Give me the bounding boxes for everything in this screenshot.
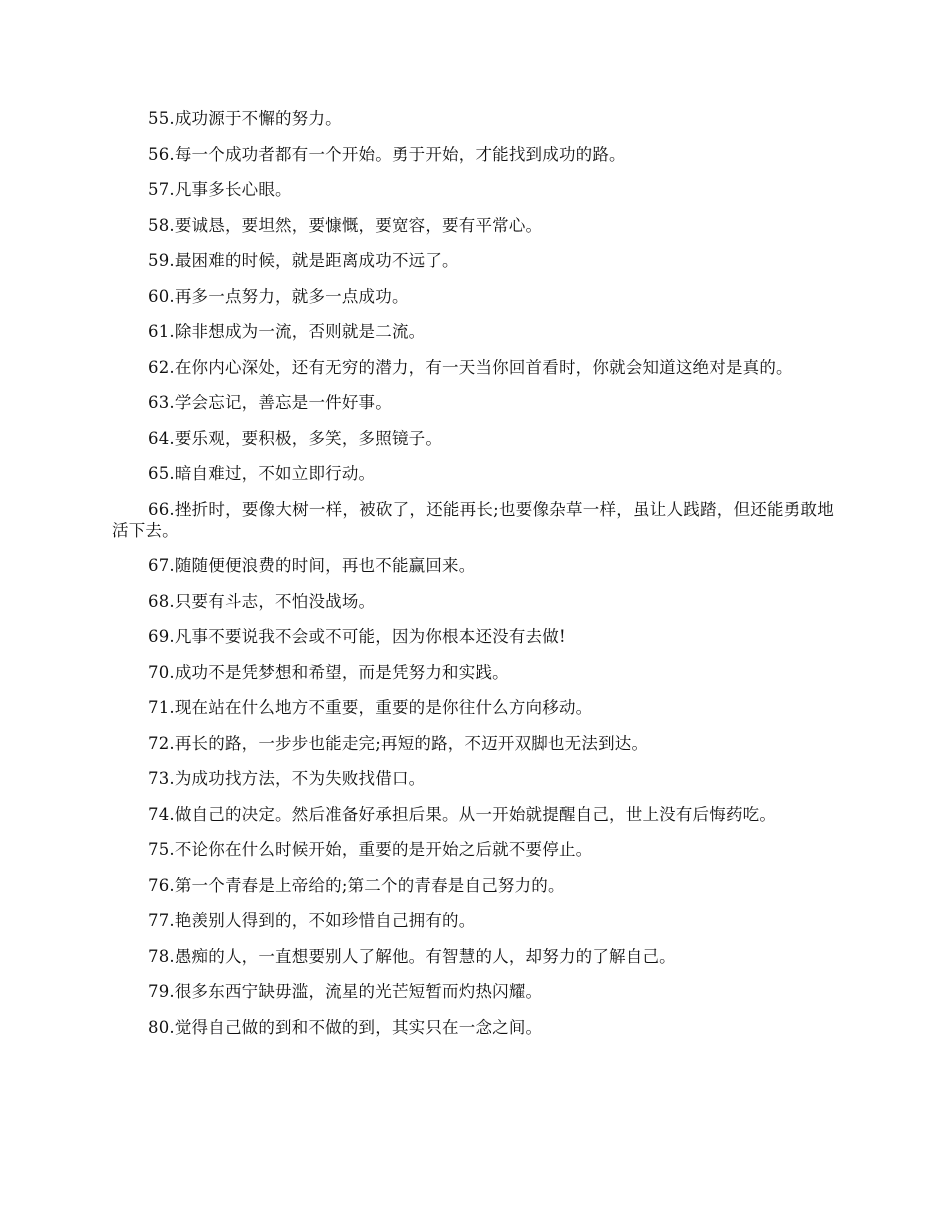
paragraph-69: 69.凡事不要说我不会或不可能，因为你根本还没有去做! xyxy=(148,627,566,646)
paragraph-57: 57.凡事多长心眼。 xyxy=(148,180,292,199)
paragraph-63: 63.学会忘记，善忘是一件好事。 xyxy=(148,393,392,412)
paragraph-68: 68.只要有斗志，不怕没战场。 xyxy=(148,591,376,611)
paragraph-75: 75.不论你在什么时候开始，重要的是开始之后就不要停止。 xyxy=(148,840,593,859)
paragraph-62: 62.在你内心深处，还有无穷的潜力，有一天当你回首看时，你就会知道这绝对是真的。 xyxy=(148,357,793,377)
paragraph-76: 76.第一个青春是上帝给的;第二个的青春是自己努力的。 xyxy=(148,875,565,895)
paragraph-70: 70.成功不是凭梦想和希望，而是凭努力和实践。 xyxy=(148,662,509,682)
paragraph-79: 79.很多东西宁缺毋滥，流星的光芒短暂而灼热闪耀。 xyxy=(148,982,543,1001)
document-body xyxy=(112,108,834,1052)
paragraph-59: 59.最困难的时候，就是距离成功不远了。 xyxy=(148,251,459,270)
paragraph-60: 60.再多一点努力，就多一点成功。 xyxy=(148,286,409,306)
paragraph-58: 58.要诚恳，要坦然，要慷慨，要宽容，要有平常心。 xyxy=(148,215,543,235)
paragraph-55: 55.成功源于不懈的努力。 xyxy=(148,109,342,128)
paragraph-71: 71.现在站在什么地方不重要，重要的是你往什么方向移动。 xyxy=(148,698,593,717)
paragraph-73: 73.为成功找方法，不为失败找借口。 xyxy=(148,769,426,788)
paragraph-64: 64.要乐观，要积极，多笑，多照镜子。 xyxy=(148,428,443,448)
paragraph-56: 56.每一个成功者都有一个开始。勇于开始，才能找到成功的路。 xyxy=(148,144,626,164)
paragraph-66: 66.挫折时，要像大树一样，被砍了，还能再长;也要像杂草一样，虽让人践踏，但还能勇敢地活下去。 xyxy=(112,499,834,540)
paragraph-80: 80.觉得自己做的到和不做的到，其实只在一念之间。 xyxy=(148,1017,543,1037)
paragraph-65: 65.暗自难过，不如立即行动。 xyxy=(148,464,376,483)
paragraph-77: 77.艳羡别人得到的，不如珍惜自己拥有的。 xyxy=(148,911,476,930)
paragraph-74: 74.做自己的决定。然后准备好承担后果。从一开始就提醒自己，世上没有后悔药吃。 xyxy=(148,804,777,824)
paragraph-78: 78.愚痴的人，一直想要别人了解他。有智慧的人，却努力的了解自己。 xyxy=(148,946,676,966)
paragraph-72: 72.再长的路，一步步也能走完;再短的路，不迈开双脚也无法到达。 xyxy=(148,733,649,753)
paragraph-67: 67.随随便便浪费的时间，再也不能赢回来。 xyxy=(148,556,476,575)
paragraph-61: 61.除非想成为一流，否则就是二流。 xyxy=(148,322,426,341)
